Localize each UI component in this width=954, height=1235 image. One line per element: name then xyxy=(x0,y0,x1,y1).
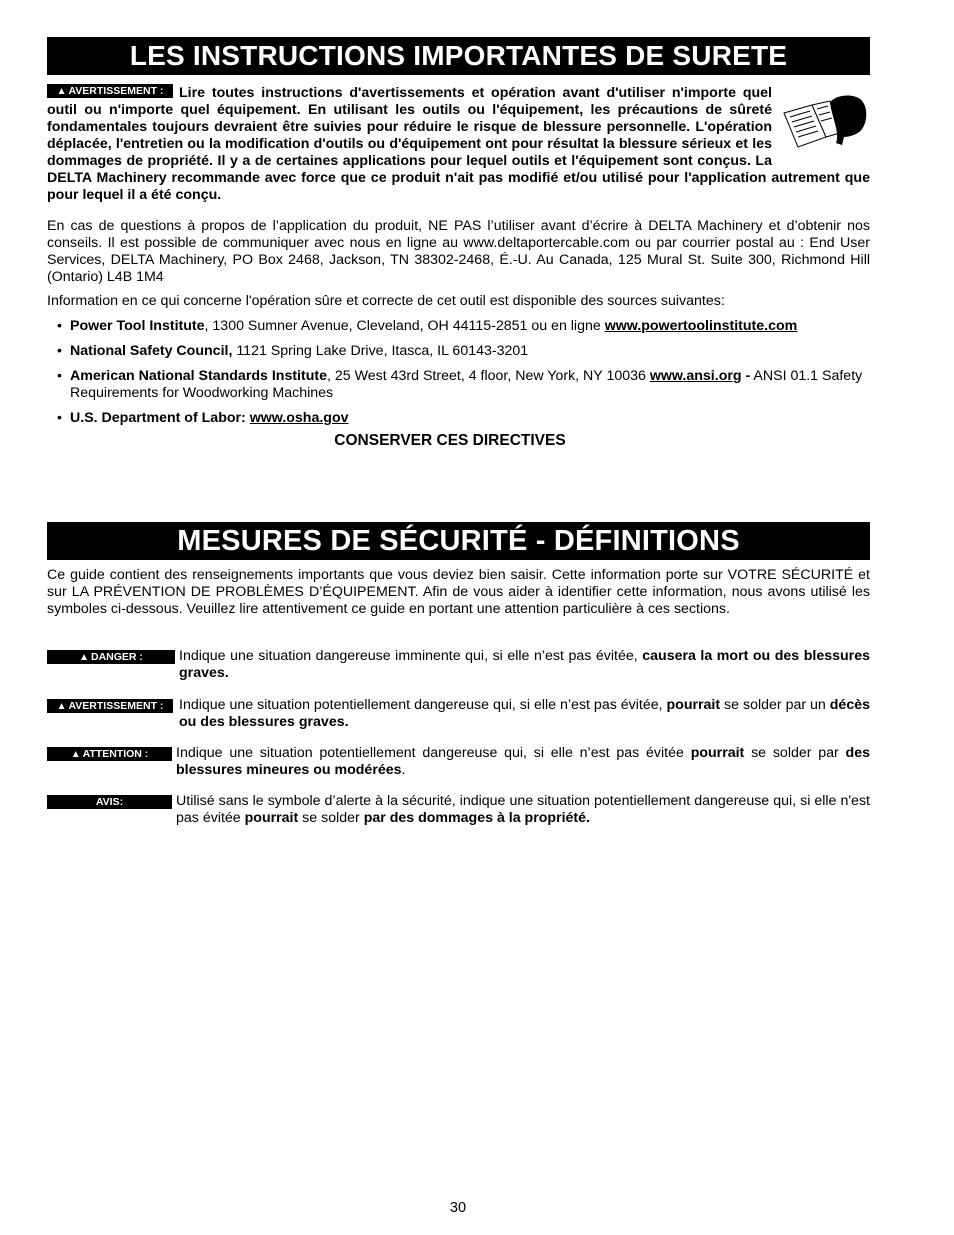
contact-paragraph: En cas de questions à propos de l’application du produit, NE PAS l’utiliser avant d’écrire à DELTA Machinery et d’obtenir nos conseils. Il est possible de communiquer avec nous en ligne au www.deltaportercable.com ou par courrier postal au : End User Services, DELTA Machinery, PO Box 2468, Jackson, TN 38302-2468, É.-U. Au Canada, 125 Mural St. Suite 300, Richmond Hill (Ontario) L4B 1M4 xyxy=(47,218,870,285)
conserve-directives: CONSERVER CES DIRECTIVES xyxy=(334,432,566,449)
list-item: • U.S. Department of Labor: www.osha.gov xyxy=(57,410,349,426)
info-intro: Information en ce qui concerne l'opération sûre et correcte de cet outil est disponible des sources suivantes: xyxy=(47,293,725,309)
section-title-definitions: MESURES DE SÉCURITÉ - DÉFINITIONS xyxy=(47,522,870,560)
section-title-safety-instructions: LES INSTRUCTIONS IMPORTANTES DE SURETE xyxy=(47,37,870,75)
link-ansi[interactable]: www.ansi.org xyxy=(649,368,742,384)
definition-text: Utilisé sans le symbole d’alerte à la sécurité, indique une situation potentiellement dangereuse qui, si elle n'est pas évitée pourrait se solder par des dommages à la propriété. xyxy=(176,793,870,826)
danger-tag: ▲ DANGER : xyxy=(47,650,175,664)
link-powertoolinstitute[interactable]: www.powertoolinstitute.com xyxy=(604,318,798,334)
warning-triangle-icon: ▲ xyxy=(79,652,89,663)
definition-text: Indique une situation potentiellement dangereuse qui, si elle n’est pas évitée pourrait se solder par des blessures mineures ou modérées. xyxy=(176,745,870,778)
warning-triangle-icon: ▲ xyxy=(56,701,67,712)
warning-text: Lire toutes instructions d'avertissements et opération avant d'utiliser n'importe quel outil ou n'importe quel équipement. En utilisant les outils ou l'équipement, les précautions de sûreté fondamentales toujours devraient être suivies pour réduire le risque de blessure personnelle. L'opération déplacée, l'entretien ou la modification d'outils ou d'équipement ont pour résultat la blessure sérieux et les dommages de propriété. Il y a de certaines applications pour lequel outils et l'équipement sont conçus. La DELTA Machinery recommande avec force que ce produit n'ait pas modifié et/ou utilisé pour l'application autrement que pour lequel il a été conçu. xyxy=(47,85,870,203)
definition-attention xyxy=(47,745,870,779)
link-osha[interactable]: www.osha.gov xyxy=(249,410,349,426)
warning-triangle-icon: ▲ xyxy=(70,749,81,760)
warning-triangle-icon: ▲ xyxy=(56,86,67,98)
read-manual-icon xyxy=(782,93,870,151)
avis-tag: AVIS: xyxy=(47,795,172,809)
sources-list xyxy=(47,318,870,435)
page-number: 30 xyxy=(449,1200,467,1216)
definition-avertissement xyxy=(47,697,870,731)
avertissement-tag: ▲ AVERTISSEMENT : xyxy=(47,699,173,713)
list-item: • Power Tool Institute, 1300 Sumner Avenue, Cleveland, OH 44115-2851 ou en ligne www.powertoolinstitute.com xyxy=(57,318,798,334)
warning-tag: ▲ AVERTISSEMENT : xyxy=(47,84,173,98)
list-item: • National Safety Council, 1121 Spring Lake Drive, Itasca, IL 60143-3201 xyxy=(57,343,529,359)
definition-text: Indique une situation potentiellement dangereuse qui, si elle n’est pas évitée, pourrait se solder par un décès ou des blessures graves. xyxy=(179,697,870,730)
definitions-intro: Ce guide contient des renseignements importants que vous deviez bien saisir. Cette information porte sur VOTRE SÉCURITÉ et sur LA PRÉVENTION DE PROBLÈMES D’ÉQUIPEMENT. Afin de vous aider à identifier cette information, nous avons utilisé les symboles ci-dessous. Veuillez lire attentivement ce guide en portant une attention particulière à ces sections. xyxy=(47,567,870,617)
definition-danger xyxy=(47,648,870,682)
list-item: • American National Standards Institute, 25 West 43rd Street, 4 floor, New York, NY 10036 www.ansi.org - ANSI 01.1 Safety Requirements for Woodworking Machines xyxy=(57,368,863,401)
definition-text: Indique une situation dangereuse imminente qui, si elle n’est pas évitée, causera la mort ou des blessures graves. xyxy=(179,648,870,681)
attention-tag: ▲ ATTENTION : xyxy=(47,747,172,761)
warning-paragraph xyxy=(47,85,870,204)
definition-avis xyxy=(47,793,870,827)
